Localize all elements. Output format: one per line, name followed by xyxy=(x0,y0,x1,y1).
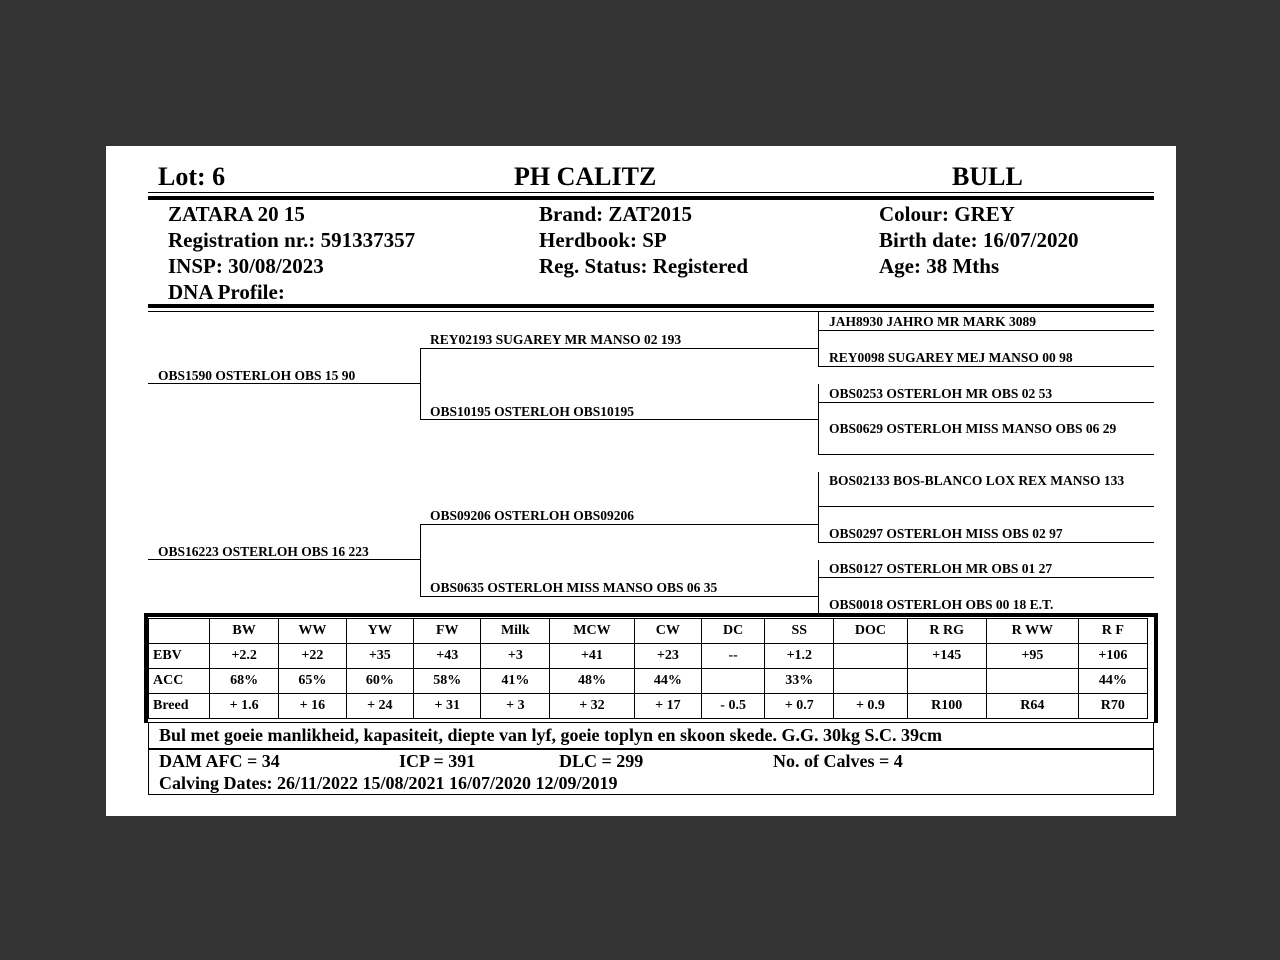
inspection-date: INSP: 30/08/2023 xyxy=(168,254,324,278)
table-cell xyxy=(834,669,907,694)
pedigree-dam: OBS16223 OSTERLOH OBS 16 223 xyxy=(158,544,369,559)
ebv-col-cw: CW xyxy=(634,619,701,644)
dna-profile: DNA Profile: xyxy=(168,280,285,304)
icp: ICP = 391 xyxy=(399,751,476,771)
pedigree-ggp-2: REY0098 SUGAREY MEJ MANSO 00 98 xyxy=(829,350,1073,365)
table-cell: 33% xyxy=(765,669,834,694)
number-of-calves: No. of Calves = 4 xyxy=(773,751,903,771)
table-cell: + 0.9 xyxy=(834,694,907,719)
ebv-col-rrg: R RG xyxy=(907,619,986,644)
dd-bracket xyxy=(818,560,819,616)
table-cell: R100 xyxy=(907,694,986,719)
ggp-5-line xyxy=(818,506,1154,507)
table-cell: + 17 xyxy=(634,694,701,719)
colour: Colour: GREY xyxy=(879,202,1015,226)
comment-text: Bul met goeie manlikheid, kapasiteit, diepte van lyf, goeie toplyn en skoon skede. G.G. 30kg S.C. 39cm xyxy=(159,725,943,745)
table-cell: + 0.7 xyxy=(765,694,834,719)
table-cell: 58% xyxy=(414,669,481,694)
herdbook: Herdbook: SP xyxy=(539,228,667,252)
sd-bracket xyxy=(818,384,819,454)
acc-row xyxy=(149,669,1148,694)
table-cell: R70 xyxy=(1078,694,1147,719)
table-cell: + 16 xyxy=(279,694,346,719)
ggp-3-line xyxy=(818,402,1154,403)
table-cell: +23 xyxy=(634,644,701,669)
ggp-2-line xyxy=(818,366,1154,367)
table-cell xyxy=(986,669,1078,694)
table-cell: Breed xyxy=(149,694,210,719)
breeder-name: PH CALITZ xyxy=(514,162,657,191)
ebv-col-rf: R F xyxy=(1078,619,1147,644)
table-cell xyxy=(834,644,907,669)
pedigree-ggp-6: OBS0297 OSTERLOH MISS OBS 02 97 xyxy=(829,526,1063,541)
table-cell: 65% xyxy=(279,669,346,694)
dam-dam-line xyxy=(420,596,818,597)
table-cell: +43 xyxy=(414,644,481,669)
ebv-col-ww: WW xyxy=(279,619,346,644)
table-cell: EBV xyxy=(149,644,210,669)
animal-card xyxy=(106,146,1176,816)
table-cell: -- xyxy=(702,644,765,669)
table-cell: 60% xyxy=(346,669,413,694)
dlc: DLC = 299 xyxy=(559,751,644,771)
dam-afc: DAM AFC = 34 xyxy=(159,751,280,771)
info-rule-thin xyxy=(148,311,1154,312)
table-cell xyxy=(907,669,986,694)
animal-name: ZATARA 20 15 xyxy=(168,202,305,226)
pedigree-sire-dam: OBS10195 OSTERLOH OBS10195 xyxy=(430,404,635,419)
table-cell: 68% xyxy=(210,669,279,694)
table-cell: +1.2 xyxy=(765,644,834,669)
header-rule-thin xyxy=(148,192,1154,193)
ebv-col-milk: Milk xyxy=(481,619,550,644)
sire-bracket xyxy=(420,349,421,419)
pedigree-sire: OBS1590 OSTERLOH OBS 15 90 xyxy=(158,368,356,383)
ebv-col-fw: FW xyxy=(414,619,481,644)
sire-line xyxy=(148,383,420,384)
table-cell: + 24 xyxy=(346,694,413,719)
ggp-4-line xyxy=(818,454,1154,455)
lot-number: Lot: 6 xyxy=(158,162,226,191)
birth-date: Birth date: 16/07/2020 xyxy=(879,228,1079,252)
table-cell: +145 xyxy=(907,644,986,669)
footer-box xyxy=(148,748,1154,795)
table-cell xyxy=(702,669,765,694)
ebv-col-yw: YW xyxy=(346,619,413,644)
ggp-1-line xyxy=(818,330,1154,331)
sire-sire-line xyxy=(420,348,818,349)
table-cell: +22 xyxy=(279,644,346,669)
dam-sire-line xyxy=(420,524,818,525)
pedigree-ggp-7: OBS0127 OSTERLOH MR OBS 01 27 xyxy=(829,561,1053,576)
animal-sex: BULL xyxy=(952,162,1023,191)
table-cell: +95 xyxy=(986,644,1078,669)
calving-dates: Calving Dates: 26/11/2022 15/08/2021 16/07/2020 12/09/2019 xyxy=(159,773,618,793)
breed-row xyxy=(149,694,1148,719)
table-frame-right xyxy=(1154,613,1158,723)
table-cell: + 31 xyxy=(414,694,481,719)
ebv-header-row xyxy=(149,619,1148,644)
info-rule-thick xyxy=(148,304,1154,308)
pedigree-ggp-3: OBS0253 OSTERLOH MR OBS 02 53 xyxy=(829,386,1053,401)
pedigree-dam-dam: OBS0635 OSTERLOH MISS MANSO OBS 06 35 xyxy=(430,580,718,595)
table-cell: 41% xyxy=(481,669,550,694)
table-cell: + 32 xyxy=(550,694,634,719)
table-cell: 48% xyxy=(550,669,634,694)
ggp-6-line xyxy=(818,542,1154,543)
ebv-col-blank xyxy=(149,619,210,644)
dam-line xyxy=(148,559,420,560)
ebv-col-doc: DOC xyxy=(834,619,907,644)
table-cell: +3 xyxy=(481,644,550,669)
age: Age: 38 Mths xyxy=(879,254,1000,278)
dam-bracket xyxy=(420,525,421,597)
table-cell: +35 xyxy=(346,644,413,669)
ebv-row xyxy=(149,644,1148,669)
pedigree-ggp-5: BOS02133 BOS-BLANCO LOX REX MANSO 133 xyxy=(829,473,1125,488)
table-cell: ACC xyxy=(149,669,210,694)
pedigree-ggp-1: JAH8930 JAHRO MR MARK 3089 xyxy=(829,314,1036,329)
table-cell: 44% xyxy=(634,669,701,694)
table-cell: +2.2 xyxy=(210,644,279,669)
ggp-7-line xyxy=(818,577,1154,578)
ss-bracket xyxy=(818,312,819,366)
ds-bracket xyxy=(818,472,819,542)
table-cell: R64 xyxy=(986,694,1078,719)
ebv-col-ss: SS xyxy=(765,619,834,644)
brand: Brand: ZAT2015 xyxy=(539,202,693,226)
table-cell: - 0.5 xyxy=(702,694,765,719)
table-cell: 44% xyxy=(1078,669,1147,694)
comment-box xyxy=(148,722,1154,750)
table-cell: + 1.6 xyxy=(210,694,279,719)
ebv-col-bw: BW xyxy=(210,619,279,644)
pedigree-sire-sire: REY02193 SUGAREY MR MANSO 02 193 xyxy=(430,332,682,347)
ebv-table xyxy=(148,618,1148,719)
table-cell: + 3 xyxy=(481,694,550,719)
header-rule-thick xyxy=(148,196,1154,200)
table-cell: +41 xyxy=(550,644,634,669)
ebv-col-mcw: MCW xyxy=(550,619,634,644)
sire-dam-line xyxy=(420,419,818,420)
ebv-col-dc: DC xyxy=(702,619,765,644)
table-cell: +106 xyxy=(1078,644,1147,669)
pedigree-dam-sire: OBS09206 OSTERLOH OBS09206 xyxy=(430,508,635,523)
registration-number: Registration nr.: 591337357 xyxy=(168,228,416,252)
ebv-col-rww: R WW xyxy=(986,619,1078,644)
table-frame-top xyxy=(144,613,1158,617)
pedigree-ggp-8: OBS0018 OSTERLOH OBS 00 18 E.T. xyxy=(829,597,1054,612)
registration-status: Reg. Status: Registered xyxy=(539,254,748,278)
pedigree-ggp-4: OBS0629 OSTERLOH MISS MANSO OBS 06 29 xyxy=(829,421,1117,436)
